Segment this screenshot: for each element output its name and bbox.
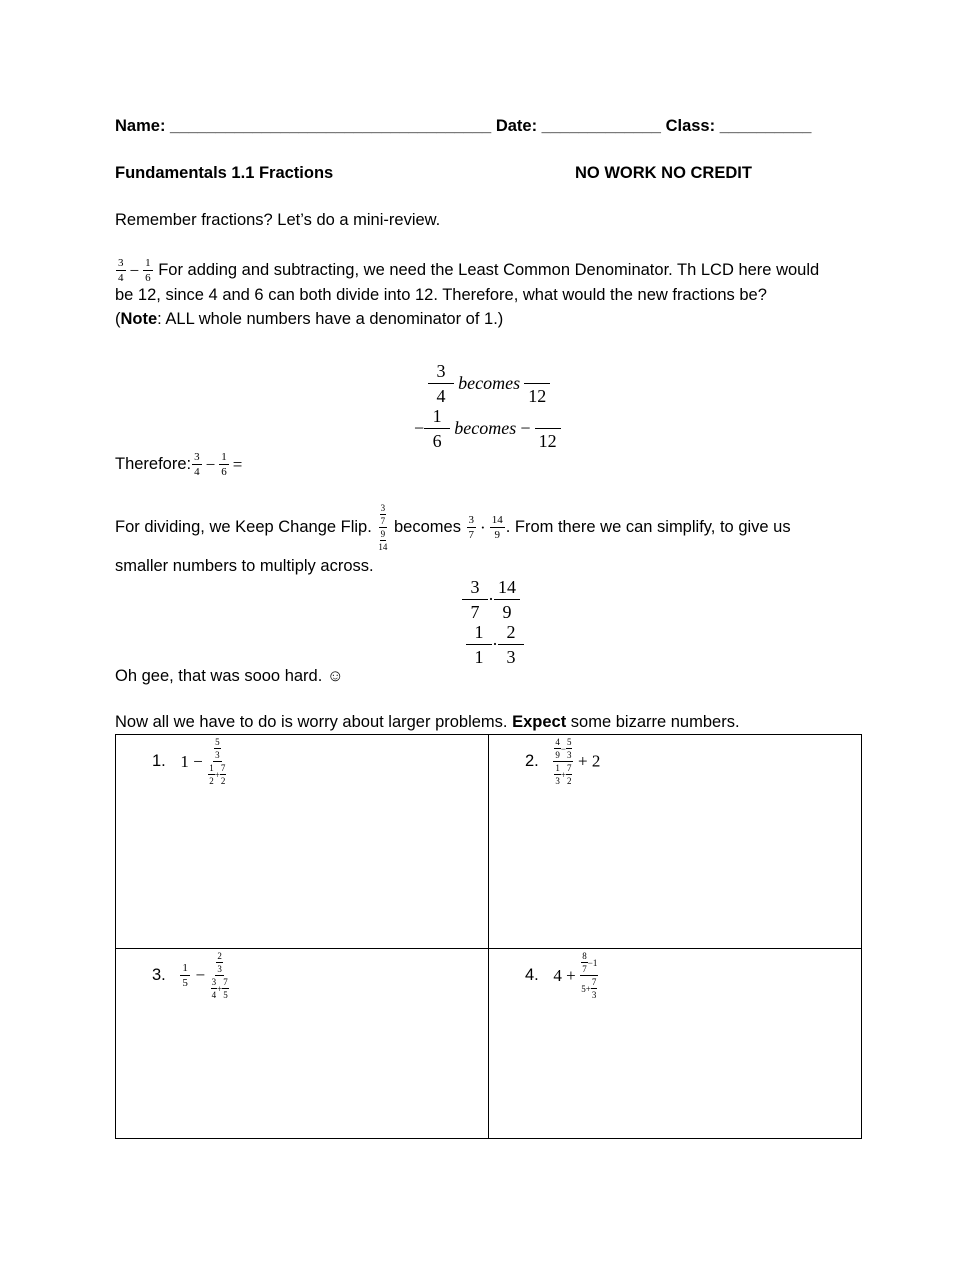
intro-text: Remember fractions? Let’s do a mini-review.: [115, 211, 441, 229]
complex-fraction: 8 7 −1 5+ 7 3: [581, 951, 598, 1000]
larger-problems-text: Now all we have to do is worry about larger problems. Expect some bizarre numbers.: [115, 713, 740, 731]
complex-fraction: 2 3 3 4 + 7 5: [211, 951, 228, 1000]
grid-horizontal-divider: [115, 948, 862, 949]
problem-4[interactable]: 4. 4 + 8 7 −1 5+ 7 3: [525, 951, 598, 1000]
complex-fraction: 3 7 9 14: [378, 503, 388, 552]
becomes-word: becomes: [458, 373, 521, 393]
oh-gee-text: Oh gee, that was sooo hard. ☺: [115, 667, 344, 685]
fraction-3-4: $\frac{3}{4}$: [118, 257, 124, 285]
header-line: [115, 117, 811, 136]
lcd-line2: be 12, since 4 and 6 can both divide into 12. Therefore, what would the new fractions be?: [115, 286, 767, 305]
lcd-display-row-1: $\frac{3}{4}$ becomes 12: [428, 360, 550, 407]
problem-number: 3.: [152, 966, 166, 984]
dividing-prefix: For dividing, we Keep Change Flip.: [115, 518, 372, 536]
problem-number: 1.: [152, 752, 166, 770]
fraction-1-6: $\frac{1}{6}$: [145, 257, 151, 285]
lcd-line1: For adding and subtracting, we need the Least Common Denominator. Th LCD here would: [158, 261, 820, 279]
note-text: : ALL whole numbers have a denominator of 1.): [157, 310, 504, 329]
problem-1[interactable]: 1. 1 − 5 3 1 2 + 7 2: [152, 737, 226, 786]
no-work-banner: NO WORK NO CREDIT: [575, 164, 752, 182]
date-label: Date:: [495, 117, 538, 135]
becomes-word: becomes: [454, 418, 517, 438]
minus-sign: −: [129, 260, 140, 280]
dividing-line2: smaller numbers to multiply across.: [115, 557, 374, 575]
problem-number: 2.: [525, 752, 539, 770]
dividing-paragraph: For dividing, we Keep Change Flip. 3 7 9 14 becomes $\frac{3}{7}$ · $\frac{14}{9}$ . From there we can simplify, to give us: [115, 503, 791, 552]
note-label: Note: [120, 310, 158, 329]
class-label: Class:: [665, 117, 716, 135]
lcd-paragraph: $\frac{3}{4}$ − $\frac{1}{6}$ For adding and subtracting, we need the Least Common Denominator. Th LCD here would be 12, since 4 and 6 can both divide into 12. Therefore, what would the new fractions be? (Note: ALL whole numbers have a denominator of 1.): [115, 257, 875, 332]
therefore-line: Therefore: $\frac{3}{4}$ − $\frac{1}{6}$ =: [115, 451, 243, 478]
blank-numerator-fraction[interactable]: 12: [524, 360, 550, 407]
problem-number: 4.: [525, 966, 539, 984]
worksheet-title: Fundamentals 1.1 Fractions: [115, 164, 334, 182]
complex-fraction: 5 3 1 2 + 7 2: [209, 737, 226, 786]
grid-vertical-divider: [488, 734, 489, 1139]
lcd-display-row-2: − $\frac{1}{6}$ becomes − 12: [414, 405, 561, 452]
mult-display-row-1: $\frac{3}{7}$ · $\frac{14}{9}$: [462, 576, 520, 623]
blank-numerator-fraction[interactable]: 12: [535, 405, 561, 452]
problem-3[interactable]: 3. $\frac{1}{5}$ − 2 3 3 4 + 7 5: [152, 951, 228, 1000]
name-label: Name:: [115, 117, 166, 135]
problem-2[interactable]: 2. 4 9 − 5 3 1 3 + 7 2 + 2: [525, 737, 601, 786]
class-blank[interactable]: __________: [719, 117, 812, 135]
date-blank[interactable]: _____________: [541, 117, 661, 135]
mult-display-row-2: $\frac{1}{1}$ · $\frac{2}{3}$: [466, 621, 524, 668]
name-blank[interactable]: ___________________________________: [170, 117, 492, 135]
complex-fraction: 4 9 − 5 3 1 3 + 7 2: [555, 737, 572, 786]
